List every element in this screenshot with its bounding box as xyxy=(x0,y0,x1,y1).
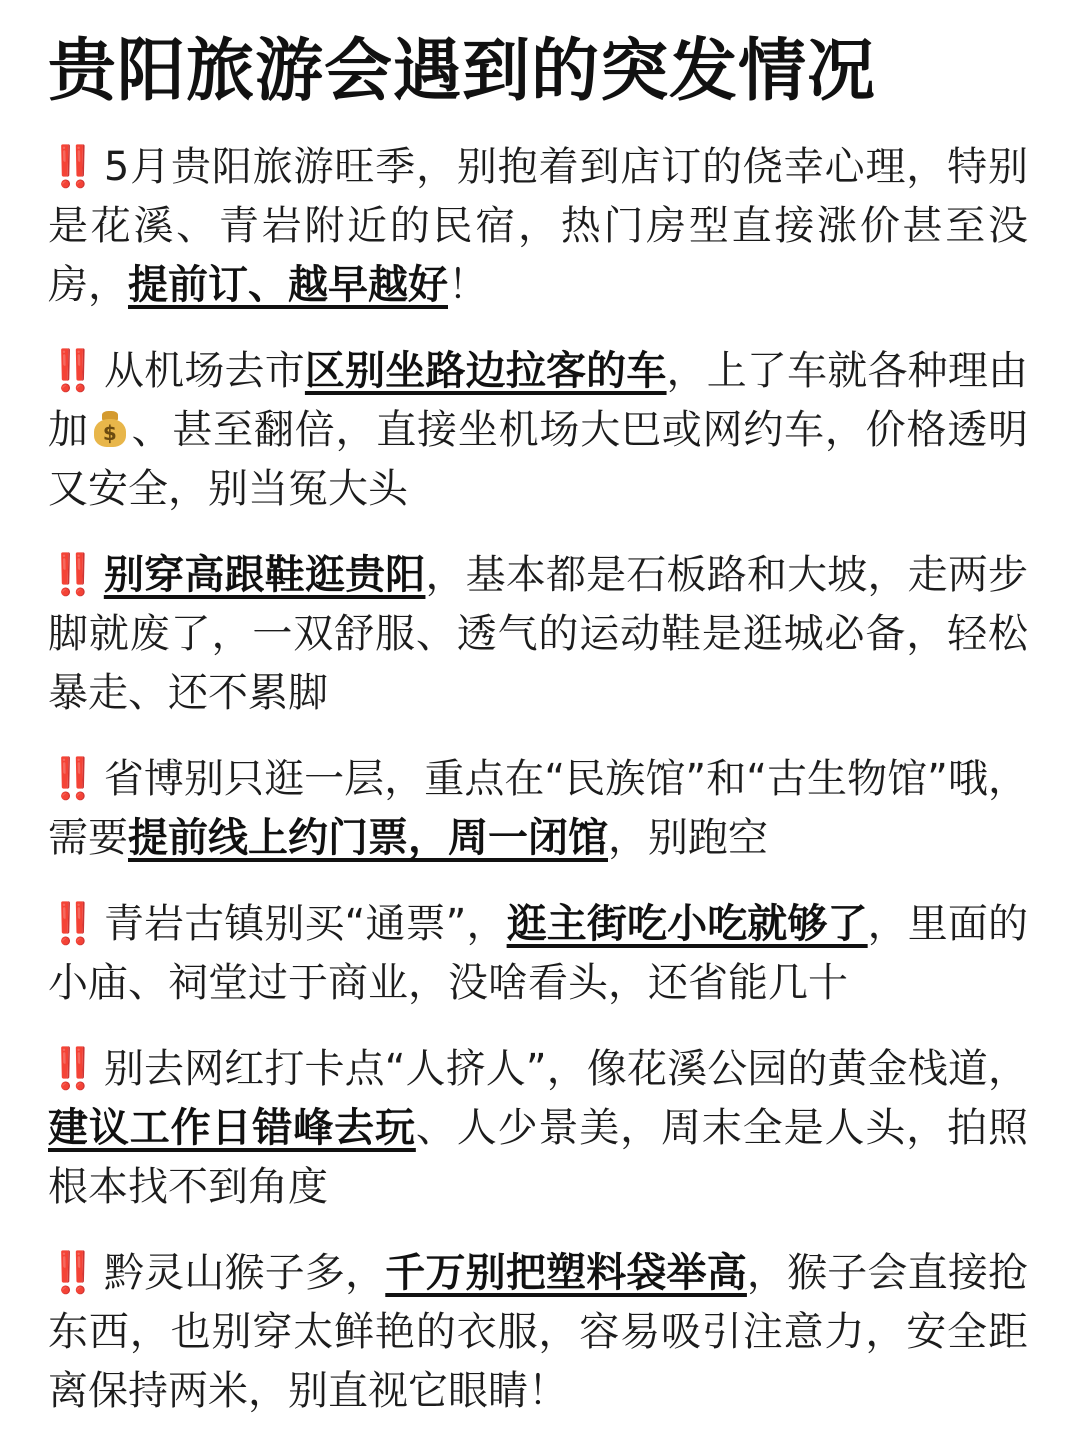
tip-highlight: 提前订、越早越好 xyxy=(128,262,448,308)
tip-item-huaxi xyxy=(48,1040,1028,1217)
tip-text: 别去网红打卡点“人挤人”，像花溪公园的黄金栈道， xyxy=(103,1046,1028,1092)
tip-text-end: 、甚至翻倍，直接坐机场大巴或网约车，价格透明又安全，别当冤大头 xyxy=(48,407,1029,512)
tip-text-end: ，里面的小庙、祠堂过于商业，没啥看头，还省能几十 xyxy=(48,901,1028,1006)
double-exclamation-icon: ‼️ xyxy=(48,901,94,947)
tip-item-qianling xyxy=(48,1244,1028,1421)
money-bag-icon xyxy=(90,409,130,449)
money-bag-symbol: $ xyxy=(102,421,117,445)
tip-highlight: 建议工作日错峰去玩 xyxy=(48,1105,416,1151)
tip-text-end: ！ xyxy=(448,262,488,308)
tip-text: 从机场去市 xyxy=(103,348,305,394)
tip-item-qingyan xyxy=(48,895,1028,1013)
page-title: 贵阳旅游会遇到的突发情况 xyxy=(48,32,877,111)
double-exclamation-icon: ‼️ xyxy=(48,144,94,190)
tip-text-end: ，基本都是石板路和大坡，走两步脚就废了，一双舒服、透气的运动鞋是逛城必备，轻松暴走、还不累脚 xyxy=(48,552,1029,716)
tip-text-mid: ，上了车就各种理由加 xyxy=(48,348,1029,453)
tip-highlight: 逛主街吃小吃就够了 xyxy=(506,901,868,947)
double-exclamation-icon: ‼️ xyxy=(48,552,94,598)
tip-highlight: 别穿高跟鞋逛贵阳 xyxy=(103,552,426,598)
tip-item-shoes xyxy=(48,546,1028,723)
tip-text: 黔灵山猴子多， xyxy=(103,1250,386,1296)
double-exclamation-icon: ‼️ xyxy=(48,1250,94,1296)
tips-list xyxy=(48,138,1028,1421)
tip-text-end: ，别跑空 xyxy=(608,815,768,861)
tip-item-hotel xyxy=(48,138,1028,315)
tip-text-end: ，猴子会直接抢东西，也别穿太鲜艳的衣服，容易吸引注意力，安全距离保持两米，别直视它眼睛！ xyxy=(48,1250,1029,1414)
tip-text: 省博别只逛一层，重点在“民族馆”和“古生物馆”哦，需要 xyxy=(48,756,1028,861)
tip-highlight: 区别坐路边拉客的车 xyxy=(304,348,667,394)
double-exclamation-icon: ‼️ xyxy=(48,756,94,802)
tip-text: 5月贵阳旅游旺季，别抱着到店订的侥幸心理，特别是花溪、青岩附近的民宿，热门房型直接涨价甚至没房， xyxy=(48,144,1028,308)
tip-text-end: 、人少景美，周末全是人头，拍照根本找不到角度 xyxy=(48,1105,1029,1210)
tip-text: 青岩古镇别买“通票”， xyxy=(103,901,507,947)
double-exclamation-icon: ‼️ xyxy=(48,1046,94,1092)
double-exclamation-icon: ‼️ xyxy=(48,348,94,394)
tip-highlight: 千万别把塑料袋举高 xyxy=(385,1250,747,1296)
tip-item-airport xyxy=(48,342,1028,519)
tip-item-museum xyxy=(48,750,1028,868)
tip-highlight: 提前线上约门票，周一闭馆 xyxy=(128,815,608,861)
